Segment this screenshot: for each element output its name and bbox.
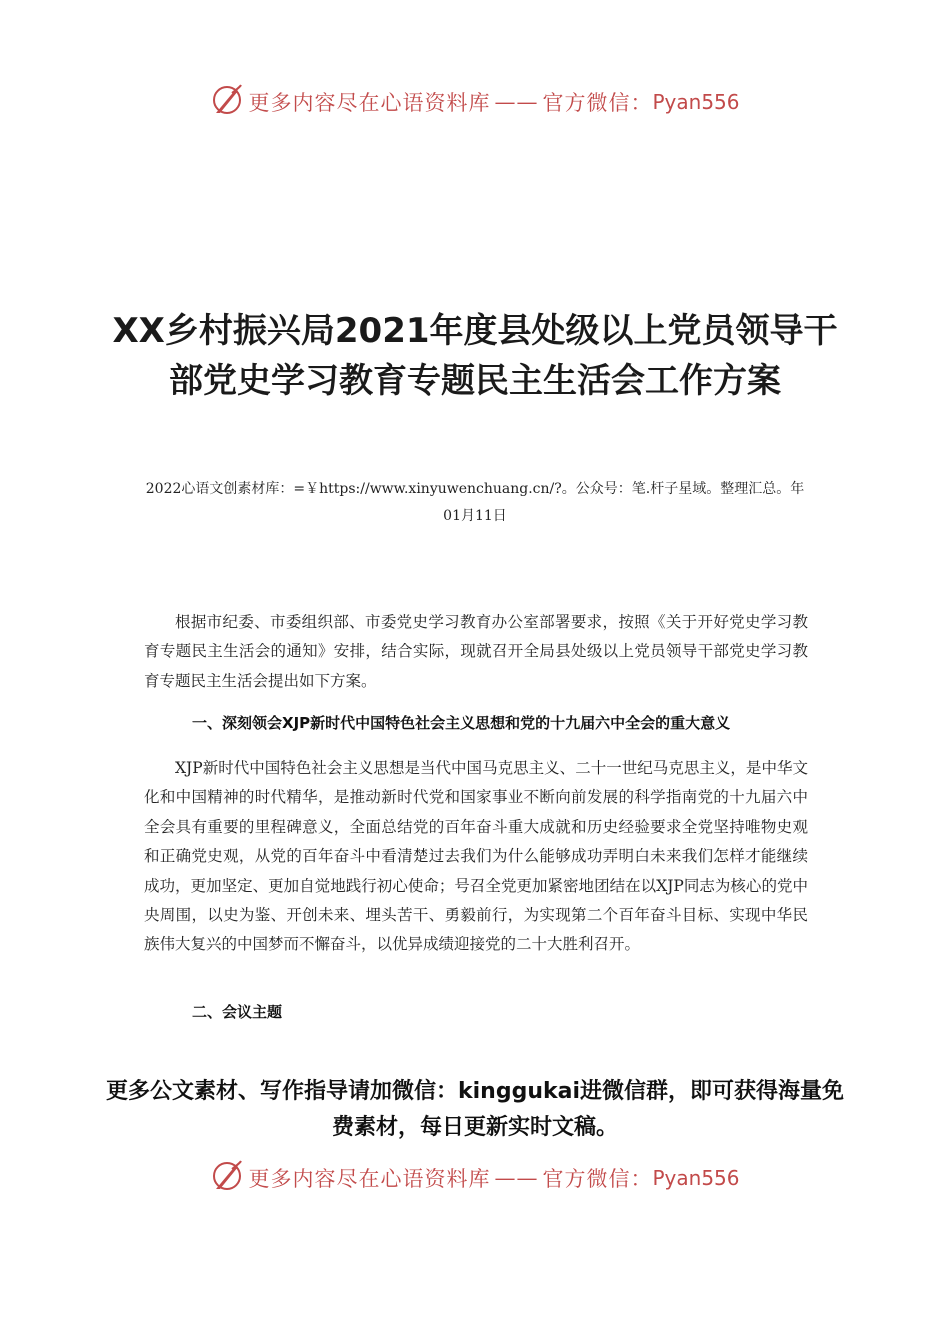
promo-banner: 更多公文素材、写作指导请加微信：kinggukai进微信群，即可获得海量免费素材，每日更新实时文稿。 (105, 1079, 844, 1140)
document-title: XX乡村振兴局2021年度县处级以上党员领导干部党史学习教育专题民主生活会工作方案 (112, 311, 838, 401)
watermark-dash: —— (494, 90, 539, 114)
watermark-text: 更多内容尽在心语资料库 (248, 1167, 491, 1191)
watermark-label: 官方微信： (542, 91, 653, 115)
watermark-id: Pyan556 (652, 1166, 740, 1190)
paragraph-intro: 根据市纪委、市委组织部、市委党史学习教育办公室部署要求，按照《关于开好党史学习教育专题民主生活会的通知》安排，结合实际，现就召开全局县处级以上党员领导干部党史学习教育专题民主生活会提出如下方案。 (144, 613, 808, 690)
watermark-footer (0, 1156, 950, 1200)
paragraph-section-1: XJP新时代中国特色社会主义思想是当代中国马克思主义、二十一世纪马克思主义，是中华文化和中国精神的时代精华，是推动新时代党和国家事业不断向前发展的科学指南党的十九届六中全会具有重要的里程碑意义，全面总结党的百年奋斗重大成就和历史经验要求全党坚持唯物史观和正确党史观，从党的百年奋斗中看清楚过去我们为什么能够成功弄明白未来我们怎样才能继续成功，更加坚定、更加自觉地践行初心使命；号召全党更加紧密地团结在以XJP同志为核心的党中央周围，以史为鉴、开创未来、埋头苦干、勇毅前行，为实现第二个百年奋斗目标、实现中华民族伟大复兴的中国梦而不懈奋斗，以优异成绩迎接党的二十大胜利召开。 (144, 759, 808, 954)
watermark-dash: —— (494, 1166, 539, 1190)
section-heading-2: 二、会议主题 (192, 1003, 283, 1021)
watermark-text: 更多内容尽在心语资料库 (248, 91, 491, 115)
quill-pen-icon (210, 83, 244, 121)
watermark-header (0, 80, 950, 124)
quill-pen-icon (210, 1159, 244, 1197)
document-subtitle: 2022心语文创素材库：=￥https://www.xinyuwenchuang.cn/?。公众号：笔.杆子星域。整理汇总。年01月11日 (145, 481, 805, 524)
watermark-id: Pyan556 (652, 90, 740, 114)
watermark-label: 官方微信： (542, 1167, 653, 1191)
section-heading-1: 一、深刻领会XJP新时代中国特色社会主义思想和党的十九届六中全会的重大意义 (192, 714, 731, 732)
